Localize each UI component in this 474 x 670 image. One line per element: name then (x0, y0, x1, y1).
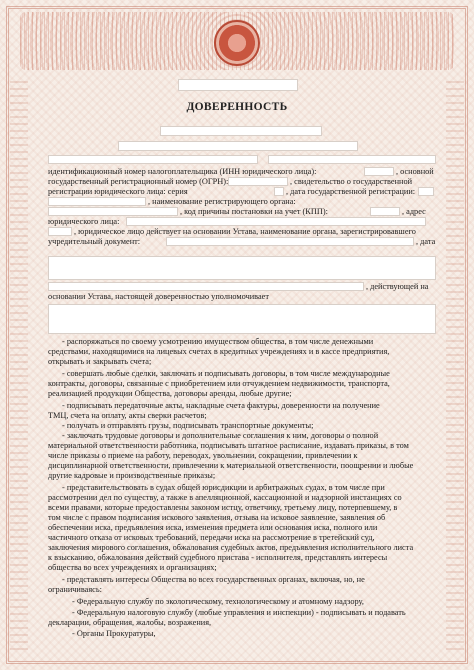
text-line: заключения мирового соглашения, обжалования судебных актов, предъявления исполнительного листа (48, 543, 414, 552)
text-line: числе приказы о приеме на работу, переводах, увольнении, сокращении, привлечении к (48, 451, 358, 460)
text-line: , адрес (402, 207, 426, 216)
text-line: общества во всех учреждениях и организациях; (48, 563, 217, 572)
text-line: открывать и закрывать счета; (48, 357, 152, 366)
right-ornament-border (446, 80, 464, 650)
redacted-large-block-1 (48, 256, 436, 280)
text-line: - Федеральную налоговую службу (любые управления и инспекции) - подписывать и подавать (72, 608, 406, 617)
text-line: , код причины постановки на учет (КПП): (180, 207, 328, 216)
text-line: , дата государственной регистрации: (286, 187, 416, 196)
redacted-field-left (48, 155, 258, 164)
text-line: обеспечении иска, предъявления иска, изменения предмета или основания иска, полного или (48, 523, 378, 532)
left-ornament-border (10, 80, 28, 650)
redacted-principal-name-line2 (118, 141, 358, 151)
text-line: , действующей на (366, 282, 429, 291)
redacted-inn (364, 167, 394, 176)
text-line: учредительный документ: (48, 237, 141, 246)
text-line: всеми правами, которые предоставлены законом истцу, ответчику, третьему лицу, потерпевшему, в (48, 503, 398, 512)
text-line: , юридическое лицо действует на основании Устава, наименование органа, зарегистрировавшего (74, 227, 416, 236)
text-line: юридического лица: (48, 217, 120, 226)
redacted-field-right (268, 155, 436, 164)
text-line: ТМЦ, счета на оплату, акты сверки расчетов; (48, 411, 207, 420)
text-line: - представлять интересы Общества во всех государственных органах, включая, но, не (62, 575, 365, 584)
text-line: регистрации юридического лица: серия (48, 187, 188, 196)
text-line: к взысканию, обжалования действий судебного пристава - исполнителя, представлять интересы (48, 553, 388, 562)
text-line: - совершать любые сделки, заключать и подписывать договоры, в том числе международные (62, 369, 390, 378)
text-line: - Федеральную службу по экологическому, технологическому и атомному надзору, (72, 597, 364, 606)
redacted-top-field (178, 79, 298, 91)
text-line: дисциплинарной ответственности, привлечении к материальной ответственности, поощрении и любые (48, 461, 414, 470)
text-line: , дата (416, 237, 436, 246)
text-line: идентификационный номер налогоплательщика (ИНН юридического лица): (48, 167, 317, 176)
redacted-large-block-2 (48, 304, 436, 334)
document-title: ДОВЕРЕННОСТЬ (186, 101, 288, 113)
redacted-reg-authority (48, 197, 146, 206)
redacted-address (126, 217, 426, 226)
text-line: другие кадровые и производственные приказы; (48, 471, 216, 480)
text-line: рассмотрении дел по существу, а также в апелляционной, кассационной и надзорной инстанциях со (48, 493, 402, 502)
text-line: - получать и отправлять грузы, подписывать транспортные документы; (62, 421, 314, 430)
text-line: реализацией продукции Общества, договоры аренды, любые другие; (48, 389, 292, 398)
redacted-series (274, 187, 284, 196)
redacted-kpp (370, 207, 400, 216)
text-line: - подписывать передаточные акты, накладные счета фактуры, доверенности на получение (62, 401, 380, 410)
coat-of-arms-emblem (214, 20, 260, 66)
redacted-charter-org (166, 237, 414, 246)
text-line: , свидетельство о государственной (290, 177, 413, 186)
redacted-address-cont (48, 227, 72, 236)
text-line: ограничиваясь: (48, 585, 102, 594)
text-line: средствами, находящимися на лицевых счетах в кредитных учреждениях и в кассе предприятия, (48, 347, 390, 356)
text-line: , наименование регистрирующего органа: (148, 197, 296, 206)
text-line: - Органы Прокуратуры, (72, 629, 156, 638)
redacted-principal-name-line1 (160, 126, 322, 136)
text-line: том числе с правом подписания искового заявления, отзыва на исковое заявление, заявления об (48, 513, 386, 522)
text-line: - заключать трудовые договоры и дополнительные соглашения к ним, договоры о полной (62, 431, 379, 440)
text-line: - распоряжаться по своему усмотрению имуществом общества, в том числе денежными (62, 337, 374, 346)
text-line: , основной (396, 167, 434, 176)
redacted-authority-cont (48, 207, 178, 216)
text-line: государственный регистрационный номер (ОГРН): (48, 177, 229, 186)
text-line: контракты, договоры, связанные с приобретением или отчуждением недвижимости, транспорта, (48, 379, 390, 388)
redacted-ogrn (228, 177, 288, 186)
redacted-reg-date (418, 187, 434, 196)
text-line: - представительствовать в судах общей юрисдикции и арбитражных судах, в том числе при (62, 483, 385, 492)
text-line: частичного отказа от исковых требований, передачи иска на рассмотрение в третейский суд, (48, 533, 375, 542)
redacted-agent-name (48, 282, 364, 291)
text-line: декларации, обращения, жалобы, возражения, (48, 618, 212, 627)
text-line: материальной ответственности работника, подписывать штатное расписание, издавать приказы, в том (48, 441, 409, 450)
text-line: основании Устава, настоящей доверенностью уполномочивает (48, 292, 269, 301)
